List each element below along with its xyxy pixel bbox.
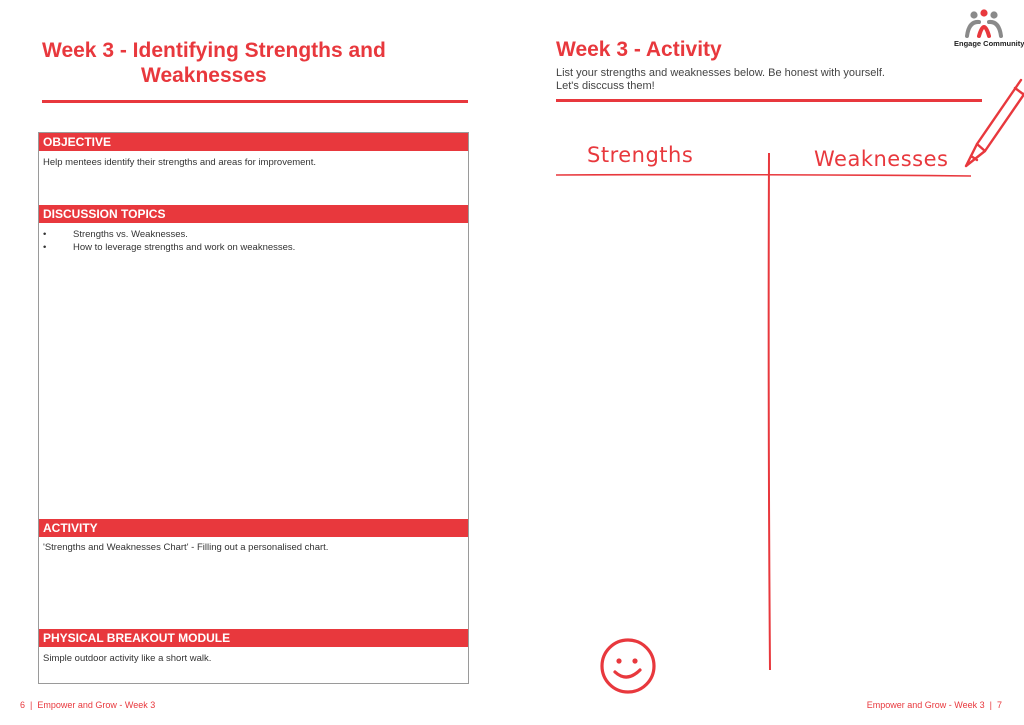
logo-text: Engage Community	[954, 39, 1024, 48]
right-footer	[867, 700, 1002, 710]
breakout-heading: PHYSICAL BREAKOUT MODULE	[39, 629, 468, 647]
discussion-bullet	[43, 242, 295, 253]
right-page-number: 7	[996, 700, 1002, 710]
people-group-icon	[952, 8, 1016, 40]
session-plan-box	[38, 132, 469, 684]
left-footer	[20, 700, 155, 710]
strengths-heading: Strengths	[587, 143, 694, 167]
discussion-heading: DISCUSSION TOPICS	[39, 205, 468, 223]
left-page-title	[42, 38, 482, 88]
smiley-face-icon	[598, 637, 660, 695]
bullet-marker: •	[43, 229, 47, 240]
activity-text: 'Strengths and Weaknesses Chart' - Filling out a personalised chart.	[43, 542, 329, 553]
t-chart-lines	[555, 150, 975, 675]
bullet-marker: •	[43, 242, 47, 253]
left-page-number: 6	[20, 700, 26, 710]
right-page-title: Week 3 - Activity	[556, 38, 722, 61]
right-footer-label: Empower and Grow - Week 3	[866, 700, 985, 710]
left-title-line1: Week 3 - Identifying Strengths and	[42, 39, 386, 62]
objective-text: Help mentees identify their strengths and areas for improvement.	[43, 157, 316, 168]
right-title-rule	[556, 99, 982, 102]
left-footer-separator: |	[30, 700, 33, 710]
objective-heading: OBJECTIVE	[39, 133, 468, 151]
intro-line1: List your strengths and weaknesses below. Be honest with yourself.	[556, 67, 885, 79]
discussion-bullet	[43, 229, 188, 240]
intro-line2: Let's disccuss them!	[556, 80, 655, 92]
left-title-line2: Weaknesses	[141, 64, 267, 87]
breakout-text: Simple outdoor activity like a short walk.	[43, 653, 212, 664]
right-footer-separator: |	[989, 700, 992, 710]
discussion-bullet-text: How to leverage strengths and work on weaknesses.	[73, 242, 296, 253]
left-footer-label: Empower and Grow - Week 3	[37, 700, 156, 710]
discussion-bullet-text: Strengths vs. Weaknesses.	[73, 229, 188, 240]
left-title-rule	[42, 100, 468, 103]
weaknesses-heading: Weaknesses	[814, 147, 949, 171]
activity-heading: ACTIVITY	[39, 519, 468, 537]
intro-text	[556, 67, 885, 93]
